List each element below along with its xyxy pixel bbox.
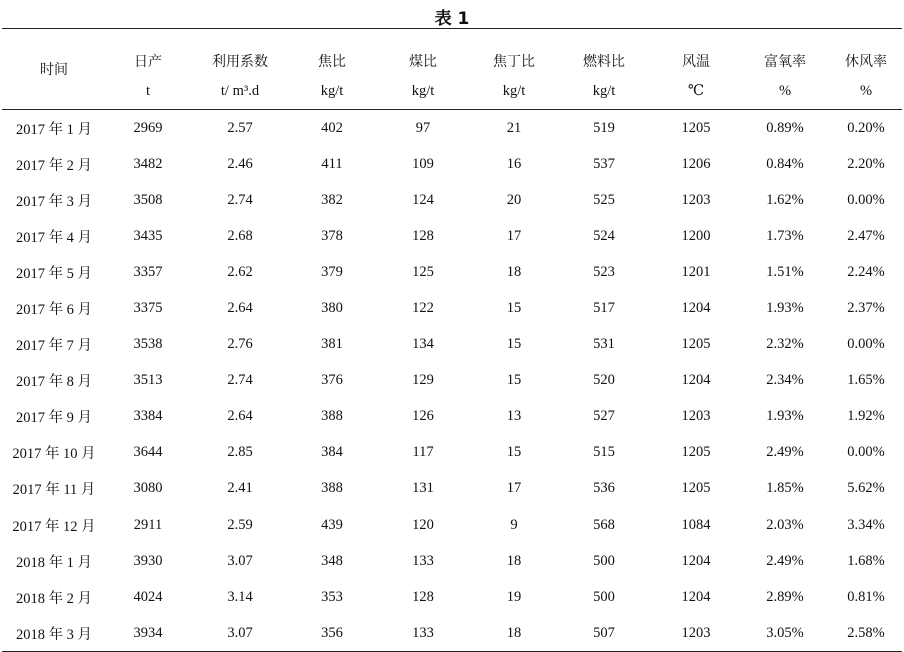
header-daily-output: 日产 (134, 54, 162, 70)
cell-time: 2017 年 1 月 (15, 121, 93, 138)
cell-fuel-ratio: 520 (593, 372, 615, 389)
cell-time: 2017 年 6 月 (15, 302, 93, 319)
cell-coke-ratio: 348 (321, 552, 343, 569)
cell-utilization-coefficient: 3.07 (227, 552, 253, 569)
cell-time: 2017 年 7 月 (15, 338, 93, 355)
cell-coal-ratio: 128 (412, 588, 434, 605)
cell-utilization-coefficient: 2.76 (227, 336, 253, 353)
cell-coke-ratio: 380 (321, 300, 343, 317)
table-body (2, 110, 902, 652)
cell-blast-temperature: 1206 (681, 155, 711, 172)
cell-downtime-rate: 1.65% (847, 372, 885, 389)
cell-oxygen-enrichment: 1.73% (766, 227, 804, 244)
cell-nut-coke-ratio: 18 (506, 624, 522, 641)
cell-blast-temperature: 1203 (681, 191, 711, 208)
cell-blast-temperature: 1203 (681, 624, 711, 641)
cell-oxygen-enrichment: 2.34% (766, 372, 804, 389)
cell-nut-coke-ratio: 20 (506, 191, 522, 208)
cell-coke-ratio: 402 (321, 119, 343, 136)
cell-nut-coke-ratio: 19 (506, 588, 522, 605)
cell-oxygen-enrichment: 2.89% (766, 588, 804, 605)
cell-coal-ratio: 117 (412, 444, 434, 461)
cell-daily-output: 3435 (133, 227, 163, 244)
cell-nut-coke-ratio: 15 (506, 372, 522, 389)
cell-time: 2017 年 5 月 (15, 265, 93, 282)
cell-downtime-rate: 2.47% (847, 227, 885, 244)
table-row (2, 615, 902, 652)
cell-fuel-ratio: 500 (593, 588, 615, 605)
table-row (2, 290, 902, 326)
cell-utilization-coefficient: 2.85 (227, 444, 253, 461)
cell-daily-output: 3357 (133, 263, 163, 280)
cell-downtime-rate: 2.24% (847, 263, 885, 280)
cell-daily-output: 3934 (133, 624, 163, 641)
cell-coal-ratio: 125 (412, 263, 434, 280)
cell-utilization-coefficient: 2.41 (227, 480, 253, 497)
cell-nut-coke-ratio: 15 (506, 300, 522, 317)
cell-daily-output: 3482 (133, 155, 163, 172)
cell-blast-temperature: 1205 (681, 444, 711, 461)
header-time: 时间 (2, 29, 106, 110)
unit-blast-temperature: ℃ (652, 79, 740, 110)
cell-downtime-rate: 0.81% (847, 588, 885, 605)
unit-utilization-coefficient: t/ m³.d (190, 79, 290, 110)
header-coal-ratio: 煤比 (409, 54, 437, 70)
cell-coke-ratio: 376 (321, 372, 343, 389)
table-row (2, 435, 902, 471)
cell-blast-temperature: 1205 (681, 119, 711, 136)
cell-oxygen-enrichment: 2.49% (766, 552, 804, 569)
cell-utilization-coefficient: 3.07 (227, 624, 253, 641)
cell-blast-temperature: 1084 (681, 516, 711, 533)
cell-utilization-coefficient: 2.74 (227, 372, 253, 389)
cell-time: 2018 年 3 月 (15, 626, 93, 643)
table-row (2, 579, 902, 615)
table-row (2, 218, 902, 254)
cell-coke-ratio: 411 (321, 155, 343, 172)
cell-fuel-ratio: 517 (593, 300, 615, 317)
cell-fuel-ratio: 568 (593, 516, 615, 533)
cell-daily-output: 4024 (133, 588, 163, 605)
cell-fuel-ratio: 525 (593, 191, 615, 208)
cell-blast-temperature: 1205 (681, 336, 711, 353)
cell-coke-ratio: 378 (321, 227, 343, 244)
unit-coke-ratio: kg/t (290, 79, 374, 110)
cell-coal-ratio: 128 (412, 227, 434, 244)
cell-utilization-coefficient: 2.57 (227, 119, 253, 136)
cell-coke-ratio: 382 (321, 191, 343, 208)
cell-daily-output: 2911 (133, 516, 163, 533)
cell-daily-output: 2969 (133, 119, 163, 136)
cell-time: 2017 年 11 月 (12, 482, 96, 499)
unit-downtime-rate: % (830, 79, 902, 110)
header-utilization-coefficient: 利用系数 (212, 54, 268, 70)
header-fuel-ratio: 燃料比 (583, 54, 625, 70)
cell-time: 2018 年 2 月 (15, 590, 93, 607)
cell-downtime-rate: 0.00% (847, 444, 885, 461)
cell-downtime-rate: 5.62% (847, 480, 885, 497)
cell-blast-temperature: 1201 (681, 263, 711, 280)
cell-oxygen-enrichment: 1.51% (766, 263, 804, 280)
cell-fuel-ratio: 519 (593, 119, 615, 136)
table-row (2, 543, 902, 579)
cell-downtime-rate: 1.68% (847, 552, 885, 569)
cell-coal-ratio: 131 (412, 480, 434, 497)
header-blast-temperature: 风温 (682, 54, 710, 70)
header-coke-ratio: 焦比 (318, 54, 346, 70)
unit-fuel-ratio: kg/t (556, 79, 652, 110)
production-table (2, 28, 902, 652)
cell-downtime-rate: 0.20% (847, 119, 885, 136)
cell-daily-output: 3384 (133, 408, 163, 425)
cell-oxygen-enrichment: 0.84% (766, 155, 804, 172)
cell-coke-ratio: 356 (321, 624, 343, 641)
table-row (2, 146, 902, 182)
cell-coal-ratio: 120 (412, 516, 434, 533)
cell-downtime-rate: 2.58% (847, 624, 885, 641)
cell-nut-coke-ratio: 18 (506, 263, 522, 280)
unit-coal-ratio: kg/t (374, 79, 472, 110)
cell-nut-coke-ratio: 18 (506, 552, 522, 569)
cell-coal-ratio: 122 (412, 300, 434, 317)
cell-fuel-ratio: 500 (593, 552, 615, 569)
cell-nut-coke-ratio: 17 (506, 480, 522, 497)
cell-blast-temperature: 1204 (681, 300, 711, 317)
cell-utilization-coefficient: 2.59 (227, 516, 253, 533)
cell-utilization-coefficient: 2.74 (227, 191, 253, 208)
cell-coal-ratio: 124 (412, 191, 434, 208)
cell-oxygen-enrichment: 2.03% (766, 516, 804, 533)
cell-coke-ratio: 384 (321, 444, 343, 461)
cell-utilization-coefficient: 2.46 (227, 155, 253, 172)
cell-downtime-rate: 0.00% (847, 336, 885, 353)
cell-time: 2018 年 1 月 (15, 554, 93, 571)
cell-downtime-rate: 3.34% (847, 516, 885, 533)
cell-fuel-ratio: 523 (593, 263, 615, 280)
cell-oxygen-enrichment: 2.32% (766, 336, 804, 353)
cell-utilization-coefficient: 2.62 (227, 263, 253, 280)
header-downtime-rate: 休风率 (845, 54, 887, 70)
table-row (2, 399, 902, 435)
cell-blast-temperature: 1204 (681, 552, 711, 569)
cell-coal-ratio: 126 (412, 408, 434, 425)
cell-oxygen-enrichment: 2.49% (766, 444, 804, 461)
cell-downtime-rate: 1.92% (847, 408, 885, 425)
cell-daily-output: 3930 (133, 552, 163, 569)
cell-utilization-coefficient: 2.68 (227, 227, 253, 244)
cell-oxygen-enrichment: 1.93% (766, 408, 804, 425)
header-row-names (2, 29, 902, 80)
cell-blast-temperature: 1205 (681, 480, 711, 497)
cell-coke-ratio: 388 (321, 480, 343, 497)
cell-nut-coke-ratio: 15 (506, 444, 522, 461)
cell-daily-output: 3513 (133, 372, 163, 389)
cell-downtime-rate: 0.00% (847, 191, 885, 208)
cell-utilization-coefficient: 2.64 (227, 300, 253, 317)
cell-fuel-ratio: 527 (593, 408, 615, 425)
table-row (2, 327, 902, 363)
cell-nut-coke-ratio: 15 (506, 336, 522, 353)
cell-fuel-ratio: 537 (593, 155, 615, 172)
cell-oxygen-enrichment: 1.62% (766, 191, 804, 208)
cell-nut-coke-ratio: 17 (506, 227, 522, 244)
cell-coke-ratio: 439 (321, 516, 343, 533)
cell-time: 2017 年 4 月 (15, 229, 93, 246)
cell-daily-output: 3644 (133, 444, 163, 461)
cell-fuel-ratio: 536 (593, 480, 615, 497)
table-row (2, 254, 902, 290)
table-row (2, 471, 902, 507)
cell-nut-coke-ratio: 21 (506, 119, 522, 136)
cell-coke-ratio: 379 (321, 263, 343, 280)
unit-oxygen-enrichment: % (740, 79, 830, 110)
cell-time: 2017 年 12 月 (12, 518, 96, 535)
cell-oxygen-enrichment: 1.85% (766, 480, 804, 497)
cell-coal-ratio: 97 (415, 119, 431, 136)
cell-fuel-ratio: 515 (593, 444, 615, 461)
table-row (2, 182, 902, 218)
cell-coal-ratio: 133 (412, 624, 434, 641)
cell-time: 2017 年 10 月 (12, 446, 96, 463)
cell-nut-coke-ratio: 9 (510, 516, 518, 533)
cell-blast-temperature: 1204 (681, 372, 711, 389)
cell-oxygen-enrichment: 1.93% (766, 300, 804, 317)
cell-time: 2017 年 9 月 (15, 410, 93, 427)
cell-time: 2017 年 3 月 (15, 193, 93, 210)
cell-utilization-coefficient: 2.64 (227, 408, 253, 425)
cell-daily-output: 3080 (133, 480, 163, 497)
cell-utilization-coefficient: 3.14 (227, 588, 253, 605)
cell-fuel-ratio: 531 (593, 336, 615, 353)
cell-fuel-ratio: 507 (593, 624, 615, 641)
cell-coke-ratio: 353 (321, 588, 343, 605)
cell-time: 2017 年 2 月 (15, 157, 93, 174)
header-row-units (2, 79, 902, 110)
cell-nut-coke-ratio: 16 (506, 155, 522, 172)
cell-coal-ratio: 129 (412, 372, 434, 389)
cell-coal-ratio: 133 (412, 552, 434, 569)
cell-downtime-rate: 2.37% (847, 300, 885, 317)
cell-coal-ratio: 134 (412, 336, 434, 353)
cell-coke-ratio: 388 (321, 408, 343, 425)
cell-daily-output: 3538 (133, 336, 163, 353)
cell-nut-coke-ratio: 13 (506, 408, 522, 425)
cell-fuel-ratio: 524 (593, 227, 615, 244)
cell-oxygen-enrichment: 3.05% (766, 624, 804, 641)
unit-nut-coke-ratio: kg/t (472, 79, 556, 110)
header-oxygen-enrichment: 富氧率 (764, 54, 806, 70)
table-row (2, 507, 902, 543)
cell-oxygen-enrichment: 0.89% (766, 119, 804, 136)
cell-coal-ratio: 109 (412, 155, 434, 172)
cell-blast-temperature: 1200 (681, 227, 711, 244)
cell-time: 2017 年 8 月 (15, 374, 93, 391)
cell-coke-ratio: 381 (321, 336, 343, 353)
table-row (2, 363, 902, 399)
header-nut-coke-ratio: 焦丁比 (493, 54, 535, 70)
cell-daily-output: 3375 (133, 300, 163, 317)
table-caption: 表 1 (434, 9, 470, 29)
cell-blast-temperature: 1203 (681, 408, 711, 425)
cell-downtime-rate: 2.20% (847, 155, 885, 172)
cell-blast-temperature: 1204 (681, 588, 711, 605)
unit-daily-output: t (106, 79, 190, 110)
table-header (2, 29, 902, 110)
table-row (2, 110, 902, 147)
cell-daily-output: 3508 (133, 191, 163, 208)
